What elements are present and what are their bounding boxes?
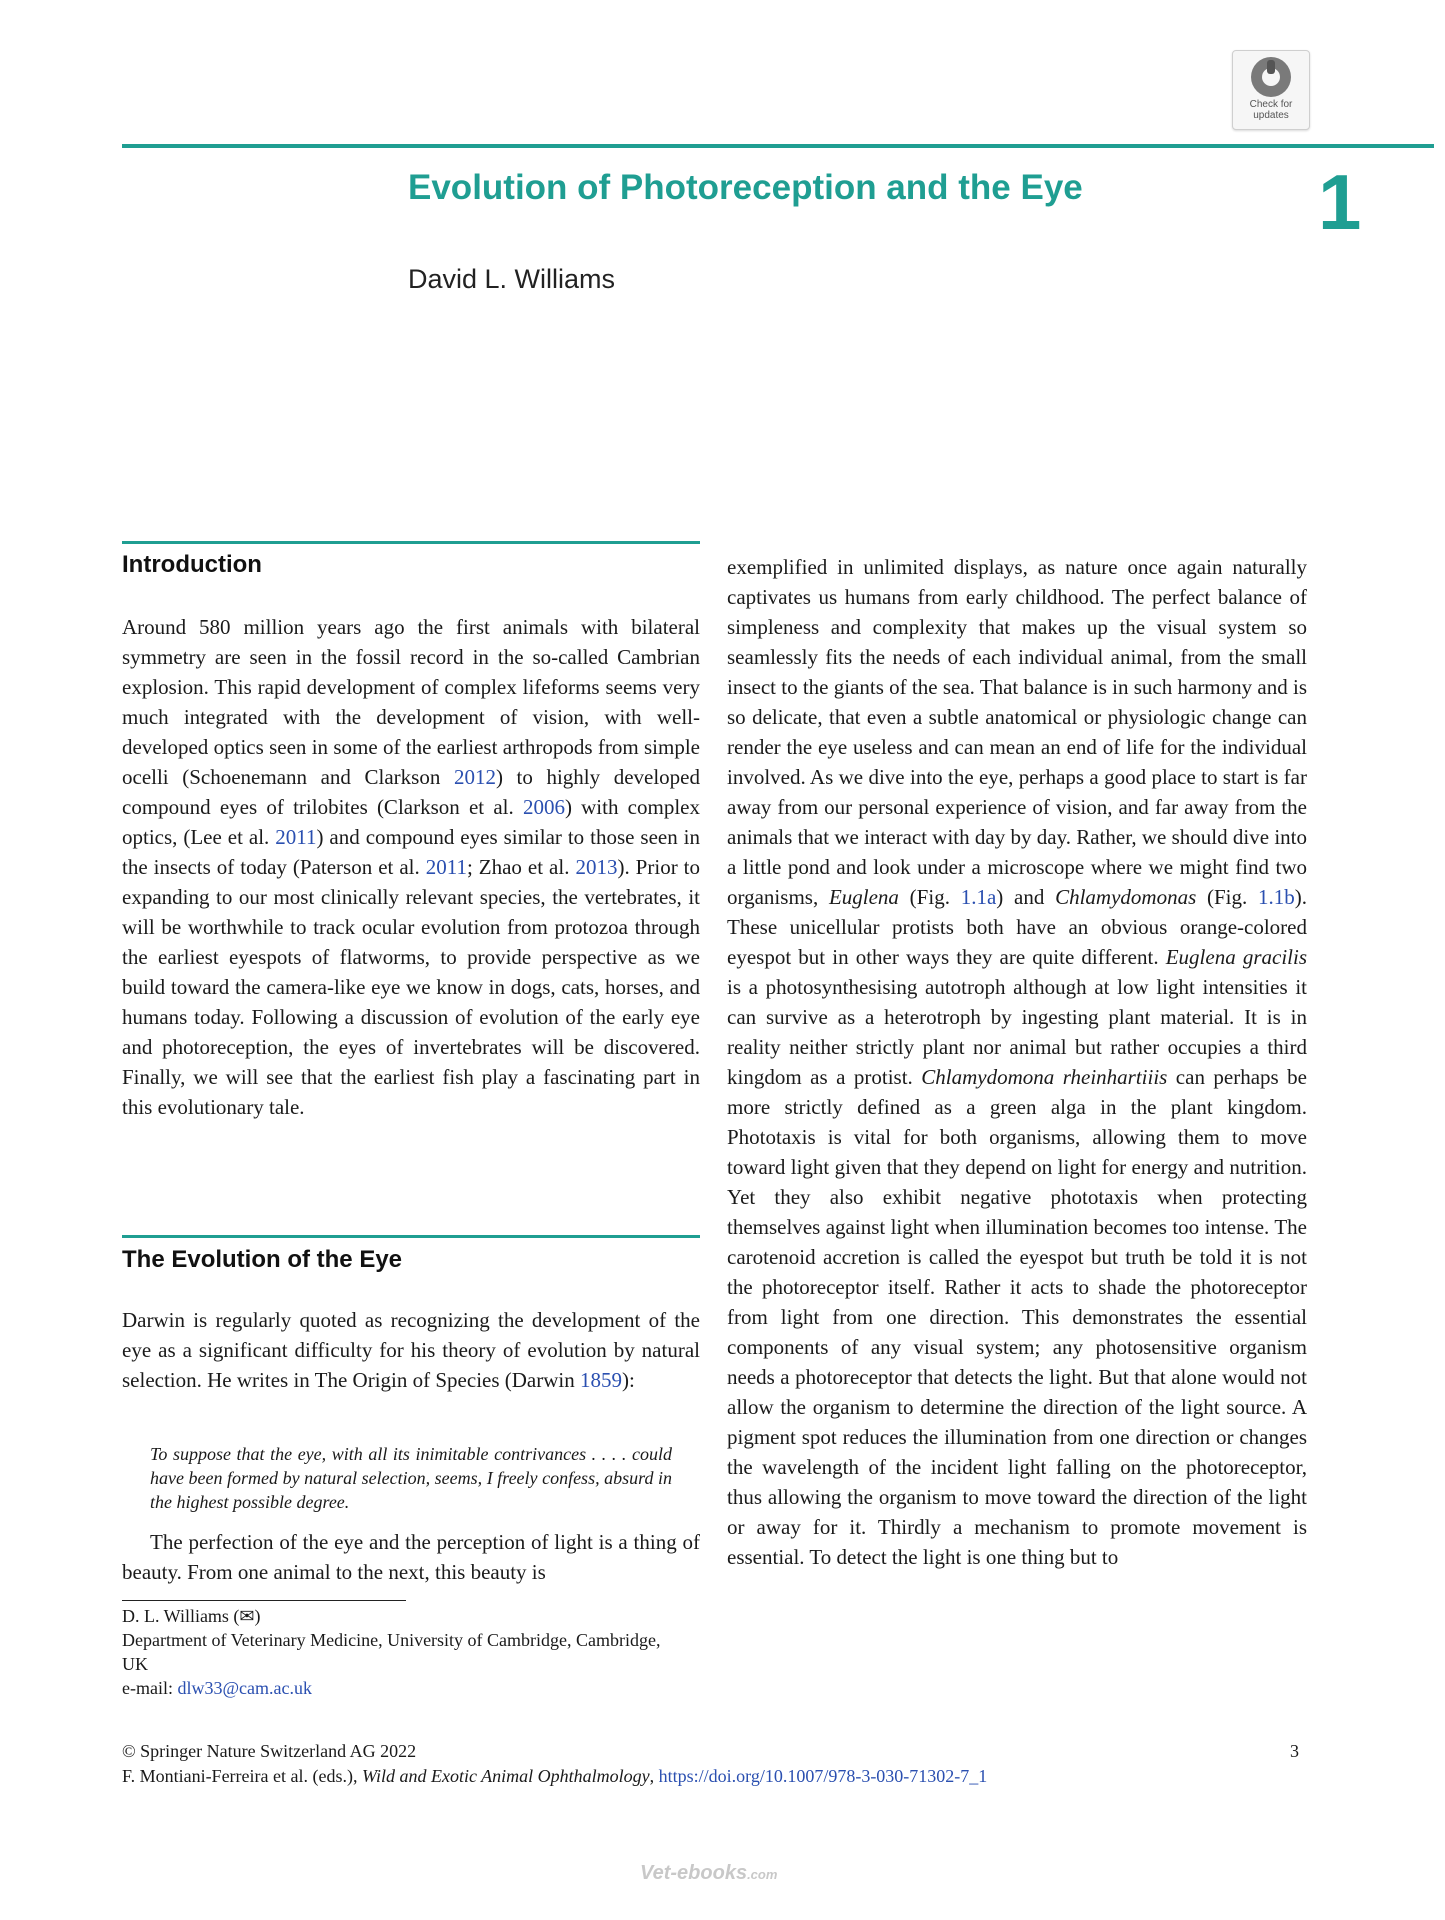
author-footnote [122,1604,682,1700]
intro-paragraph: Around 580 million years ago the first animals with bilateral symmetry are seen in the fossil record in the so-called Cambrian explosion. This rapid development of complex lifeforms seems very much integrated with the development of vision, with well-developed optics seen in some of the earliest arthropods from simple ocelli (Schoenemann and Clarkson 2012) to highly developed compound eyes of trilobites (Clarkson et al. 2006) with complex optics, (Lee et al. 2011) and compound eyes similar to those seen in the insects of today (Paterson et al. 2011; Zhao et al. 2013). Prior to expanding to our most clinically relevant species, the vertebrates, it will be worthwhile to track ocular evolution from protozoa through the earliest eyespots of flatworms, to provide perspective as we build toward the camera-like eye we know in dogs, cats, horses, and humans today. Following a discussion of evolution of the early eye and photoreception, the eyes of invertebrates will be discovered. Finally, we will see that the earliest fish play a fascinating part in this evolutionary tale. [122,615,701,1119]
chapter-number: 1 [1318,158,1362,246]
citation-link[interactable]: 2012 [453,765,496,789]
citation-link[interactable]: 2011 [425,855,467,879]
evolution-paragraph-1: Darwin is regularly quoted as recognizing the development of the eye as a significant difficulty for his theory of evolution by natural selection. He writes in The Origin of Species (Darwin 1859): [122,1308,700,1392]
intro-heading: Introduction [122,551,262,578]
citation-link[interactable]: 2013 [575,855,618,879]
chapter-title: Evolution of Photoreception and the Eye [408,168,1083,207]
citation-link[interactable]: 2011 [275,825,317,849]
figure-link[interactable]: 1.1b [1258,885,1295,909]
darwin-quote: To suppose that the eye, with all its inimitable contrivances . . . . could have been formed by natural selection, seems, I freely confess, absurd in the highest possible degree. [150,1444,672,1512]
figure-link[interactable]: 1.1a [960,885,997,909]
footnote-rule [122,1600,406,1601]
doi-link[interactable]: https://doi.org/10.1007/978-3-030-71302-7_1 [658,1766,988,1786]
footnote-email-line: e-mail: dlw33@cam.ac.uk [122,1678,313,1698]
email-link[interactable]: dlw33@cam.ac.uk [177,1678,313,1698]
copyright-line: © Springer Nature Switzerland AG 2022 [122,1741,417,1761]
check-for-updates-badge[interactable] [1232,50,1310,130]
page-number: 3 [1290,1741,1299,1761]
right-column-paragraph: exemplified in unlimited displays, as nature once again naturally captivates us humans from early childhood. The perfect balance of simpleness and complexity that makes up the visual system so seamlessly fits the needs of each individual animal, from the small insect to the giants of the sea. That balance is in such harmony and is so delicate, that even a subtle anatomical or physiologic change can render the eye useless and can mean an end of life for the individual involved. As we dive into the eye, perhaps a good place to start is far away from our personal experience of vision, and far away from the animals that we interact with day by day. Rather, we should dive into a little pond and look under a microscope where we might find two organisms, Euglena (Fig. 1.1a) and Chlamydomonas (Fig. 1.1b). These unicellular protists both have an obvious orange-colored eyespot but in other ways they are quite different. Euglena gracilis is a photosynthesising autotroph although at low light intensities it can survive as a heterotroph by ingesting plant material. It is in reality neither strictly plant nor animal but rather occupies a third kingdom as a protist. Chlamydomona rheinhartiiis can perhaps be more strictly defined as a green alga in the plant kingdom. Phototaxis is vital for both organisms, allowing them to move toward light given that they depend on light for energy and nutrition. Yet they also exhibit negative phototaxis when protecting themselves against light when illumination becomes too intense. The carotenoid accretion is called the eyespot but truth be told it is not the photoreceptor itself. Rather it acts to shade the photoreceptor from light from one direction. This demonstrates the essential components of any visual system; any photosensitive organism needs a photoreceptor that detects the light. But that alone would not allow the organism to determine the direction of the light source. A pigment spot reduces the illumination from one direction or changes the wavelength of the incident light falling on the photoreceptor, thus allowing the organism to move toward the direction of the light or away for it. Thirdly a mechanism to promote movement is essential. To detect the light is one thing but to [727,555,1307,1569]
intro-rule [122,541,700,544]
watermark-logo: Vet-ebooks.com [640,1862,778,1884]
evolution-paragraph-2: The perfection of the eye and the perception of light is a thing of beauty. From one animal to the next, this beauty is [122,1530,700,1584]
citation-line: F. Montiani-Ferreira et al. (eds.), Wild and Exotic Animal Ophthalmology, https://doi.org/10.1007/978-3-030-71302-7_1 [122,1766,988,1786]
bookmark-icon [1251,57,1291,97]
footnote-author: D. L. Williams (✉) [122,1606,261,1626]
badge-label: Check for updates [1249,99,1293,121]
evolution-heading: The Evolution of the Eye [122,1246,403,1273]
footnote-affiliation: Department of Veterinary Medicine, University of Cambridge, Cambridge, UK [122,1630,661,1674]
header-rule [122,144,1434,148]
evolution-rule [122,1235,700,1238]
chapter-author: David L. Williams [408,264,616,294]
citation-link[interactable]: 1859 [580,1368,622,1392]
citation-link[interactable]: 2006 [522,795,565,819]
